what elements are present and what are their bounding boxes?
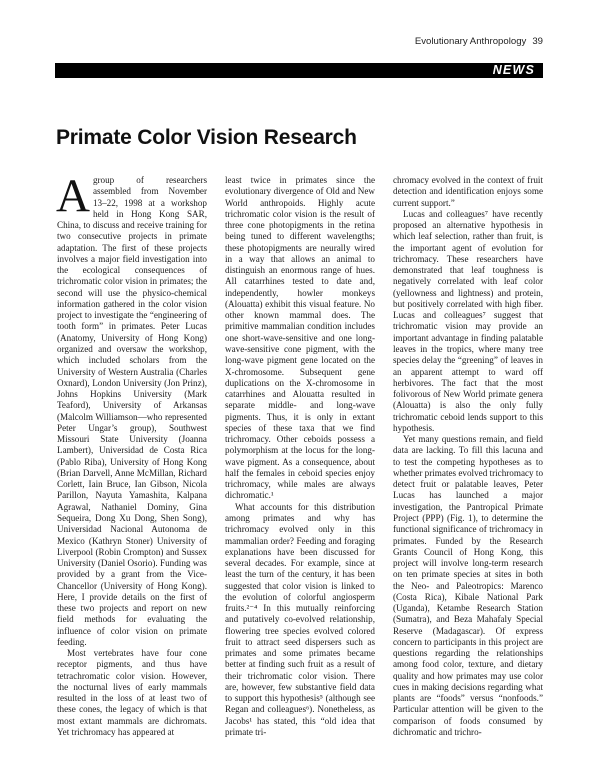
article-title: Primate Color Vision Research	[56, 126, 357, 149]
paragraph: least twice in primates since the evolutionary divergence of Old and New World anthropoids. Highly acute trichromatic color vision is the result of three cone photopigments in the retina being tuned to different wavelengths; these photopigments are neurally wired in a way that allows an animal to distinguish an enormous range of hues. All catarrhines tested to date and, independently, howler monkeys (Alouatta) exhibit this visual feature. No other known mammal does. The primitive mammalian condition includes one short-wave-sensitive and one long-wave-sensitive cone pigment, with the long-wave pigment gene located on the X-chromosome. Subsequent gene duplications on the X-chromosome in catarrhines and Alouatta resulted in separate middle- and long-wave pigments. Thus, it is only in extant species of these taxa that we find trichromacy. Other ceboids possess a polymorphism at the locus for the long-wave pigment. As a consequence, about half the females in ceboid species enjoy trichromacy, while males are always dichromatic.¹	[225, 175, 375, 501]
section-banner	[55, 63, 543, 78]
section-label: NEWS	[492, 63, 535, 77]
text-column-2	[225, 175, 375, 738]
drop-cap: A	[56, 170, 90, 222]
running-header	[0, 36, 543, 47]
text-column-1	[56, 170, 207, 738]
paragraph: Lucas and colleagues⁷ have recently proposed an alternative hypothesis in which leaf selection, rather than fruit, is the important agent of evolution for trichromacy. These researchers have demonstrated that leaf toughness is negatively correlated with leaf color (yellowness and lightness) and protein, but positively correlated with high fiber. Lucas and colleagues⁷ suggest that trichromatic vision may provide an important advantage in finding palatable leaves in the tropics, where many tree species delay the “greening” of leaves in an apparent attempt to ward off herbivores. The fact that the most folivorous of New World primate genera (Alouatta) is also the only fully trichromatic ceboid lends support to this hypothesis.	[393, 208, 543, 433]
paragraph: Most vertebrates have four cone receptor pigments, and thus have tetrachromatic color vision. However, the nocturnal lives of early mammals resulted in the loss of at least two of these cones, the legacy of which is that most extant mammals are dichromats. Yet trichromacy has appeared at	[57, 648, 207, 738]
page-number: 39	[532, 36, 543, 47]
paragraph: What accounts for this distribution among primates and why has trichromacy evolved only in this mammalian order? Feeding and foraging explanations have been discussed for several decades. For example, since at least the turn of the century, it has been suggested that color vision is linked to the evolution of colorful angiosperm fruits.²⁻⁴ In this mutually reinforcing and putatively co-evolved relationship, flowering tree species evolved colored fruit to attract seed dispersers such as primates and some primates became better at finding such fruit as a result of their trichromatic color vision. There are, however, few substantive field data to support this hypothesis⁵ (although see Regan and colleagues⁶). Nonetheless, as Jacobs¹ has stated, this “old idea that primate tri-	[225, 501, 375, 738]
text-column-3	[393, 175, 543, 738]
paragraph: chromacy evolved in the context of fruit detection and identification enjoys some current support.”	[393, 175, 543, 208]
journal-name: Evolutionary Anthropology	[414, 36, 527, 47]
paragraph-text: group of researchers assembled from November 13–22, 1998 at a workshop held in Hong Kong SAR, China, to discuss and receive training for two consecutive projects in primate adaptation. The first of these projects involves a major field investigation into the ecological consequences of trichromatic color vision in primates; the second will use the physico-chemical information gathered in the color vision project to investigate the “engineering of tooth form” in primates. Peter Lucas (Anatomy, University of Hong Kong) organized and oversaw the workshop, which included scholars from the University of Western Australia (Charles Oxnard), London University (Jon Prinz), Johns Hopkins University (Mark Teaford), University of Arkansas (Malcolm Williamson—who represented Peter Ungar’s group), Southwest Missouri State University (Joanna Lambert), Universidad de Costa Rica (Pablo Riba), University of Hong Kong (Brian Darvell, Anne McMillan, Richard Corlett, Iain Bruce, Ian Gibson, Nicola Parillon, Nayuta Yamashita, Kalpana Agrawal, Nathaniel Dominy, Gina Sequeira, Dong Xu Dong, Shen Song), Universidad Nacional Autonoma de Mexico (Kathryn Stoner) University of Liverpool (Robin Crompton) and Sussex University (Daniel Osorio). Funding was provided by a grant from the Vice-Chancellor (University of Hong Kong). Here, I provide details on the first of these two projects and report on new field methods for evaluating the influence of color vision on primate feeding.	[57, 175, 207, 647]
paragraph: Yet many questions remain, and field data are lacking. To fill this lacuna and to test the competing hypotheses as to whether primates evolved trichromacy to detect fruit or palatable leaves, Peter Lucas has launched a major investigation, the Pantropical Primate Project (PPP) (Fig. 1), to determine the functional significance of trichromacy in primates. Funded by the Research Grants Council of Hong Kong, this project will involve long-term research on ten primate species at sites in both the Neo- and Paleotropics: Marenco (Costa Rica), Kibale National Park (Uganda), Ketambe Research Station (Sumatra), and Beza Mahafaly Special Reserve (Madagascar). Of express concern to participants in this project are questions regarding the relationships among food color, texture, and dietary quality and how primates may use color cues in making decisions regarding what plants are “foods” versus “nonfoods.” Particular attention will be given to the comparison of foods consumed by dichromatic and trichro-	[393, 434, 544, 738]
paragraph	[56, 170, 207, 648]
